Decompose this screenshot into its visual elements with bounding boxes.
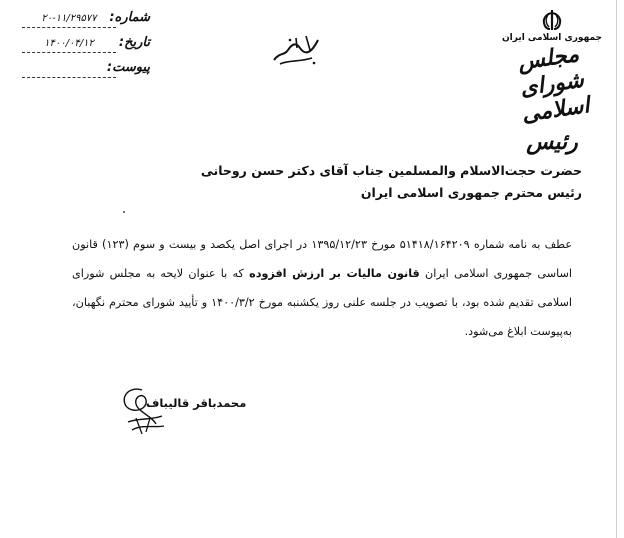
institution-name: مجلس شورای اسلامی [516, 41, 591, 128]
body-part-2: که با عنوان لایحه به مجلس شورای اسلامی تقدیم شده بود، با تصویب در جلسه علنی روز یکشنبه مورخ ۱۴۰۰/۳/۲ و تأیید شورای محترم نگهبان، به‌پیوست ابلاغ می‌شود. [72, 267, 572, 338]
recipient-line-1: حضرت حجت‌الاسلام والمسلمین جناب آقای دکتر حسن روحانی [200, 163, 582, 178]
number-label: شماره: [109, 10, 150, 25]
attachment-value [22, 60, 116, 78]
number-value: ۲۰-۱۱/۲۹۵۷۷ [22, 10, 116, 28]
number-row [22, 10, 150, 31]
recipient-line-2: رئیس محترم جمهوری اسلامی ایران [360, 185, 582, 200]
letter-meta [22, 10, 150, 85]
iran-emblem-icon [539, 8, 565, 32]
attachment-label: پیوست: [106, 60, 150, 75]
date-value: ۱۴۰۰/۰۴/۱۲ [22, 35, 116, 53]
recipient-block [162, 160, 582, 204]
letter-body [72, 230, 572, 346]
institution-small-text: جمهوری اسلامی ایران [501, 33, 603, 43]
page-edge [616, 0, 617, 538]
handwritten-signature [112, 382, 182, 440]
attachment-row [22, 60, 150, 81]
institution-letterhead [496, 8, 608, 155]
invocation-calligraphy [266, 30, 326, 70]
institution-title: رئیس [526, 129, 578, 155]
signer-name: محمدباقر قالیباف [146, 396, 247, 410]
body-part-1: عطف به نامه شماره ۵۱۴۱۸/۱۶۴۲۰۹ مورخ ۱۳۹۵/۱۲/۲۳ در اجرای اصل یکصد و بیست و سوم (۱۲۳) قانون اساسی جمهوری اسلامی ایران [72, 238, 572, 280]
law-title: قانون مالیات بر ارزش افزوده [249, 267, 420, 280]
date-row [22, 35, 150, 56]
date-label: تاریخ: [118, 35, 150, 50]
ink-dot [123, 211, 125, 213]
